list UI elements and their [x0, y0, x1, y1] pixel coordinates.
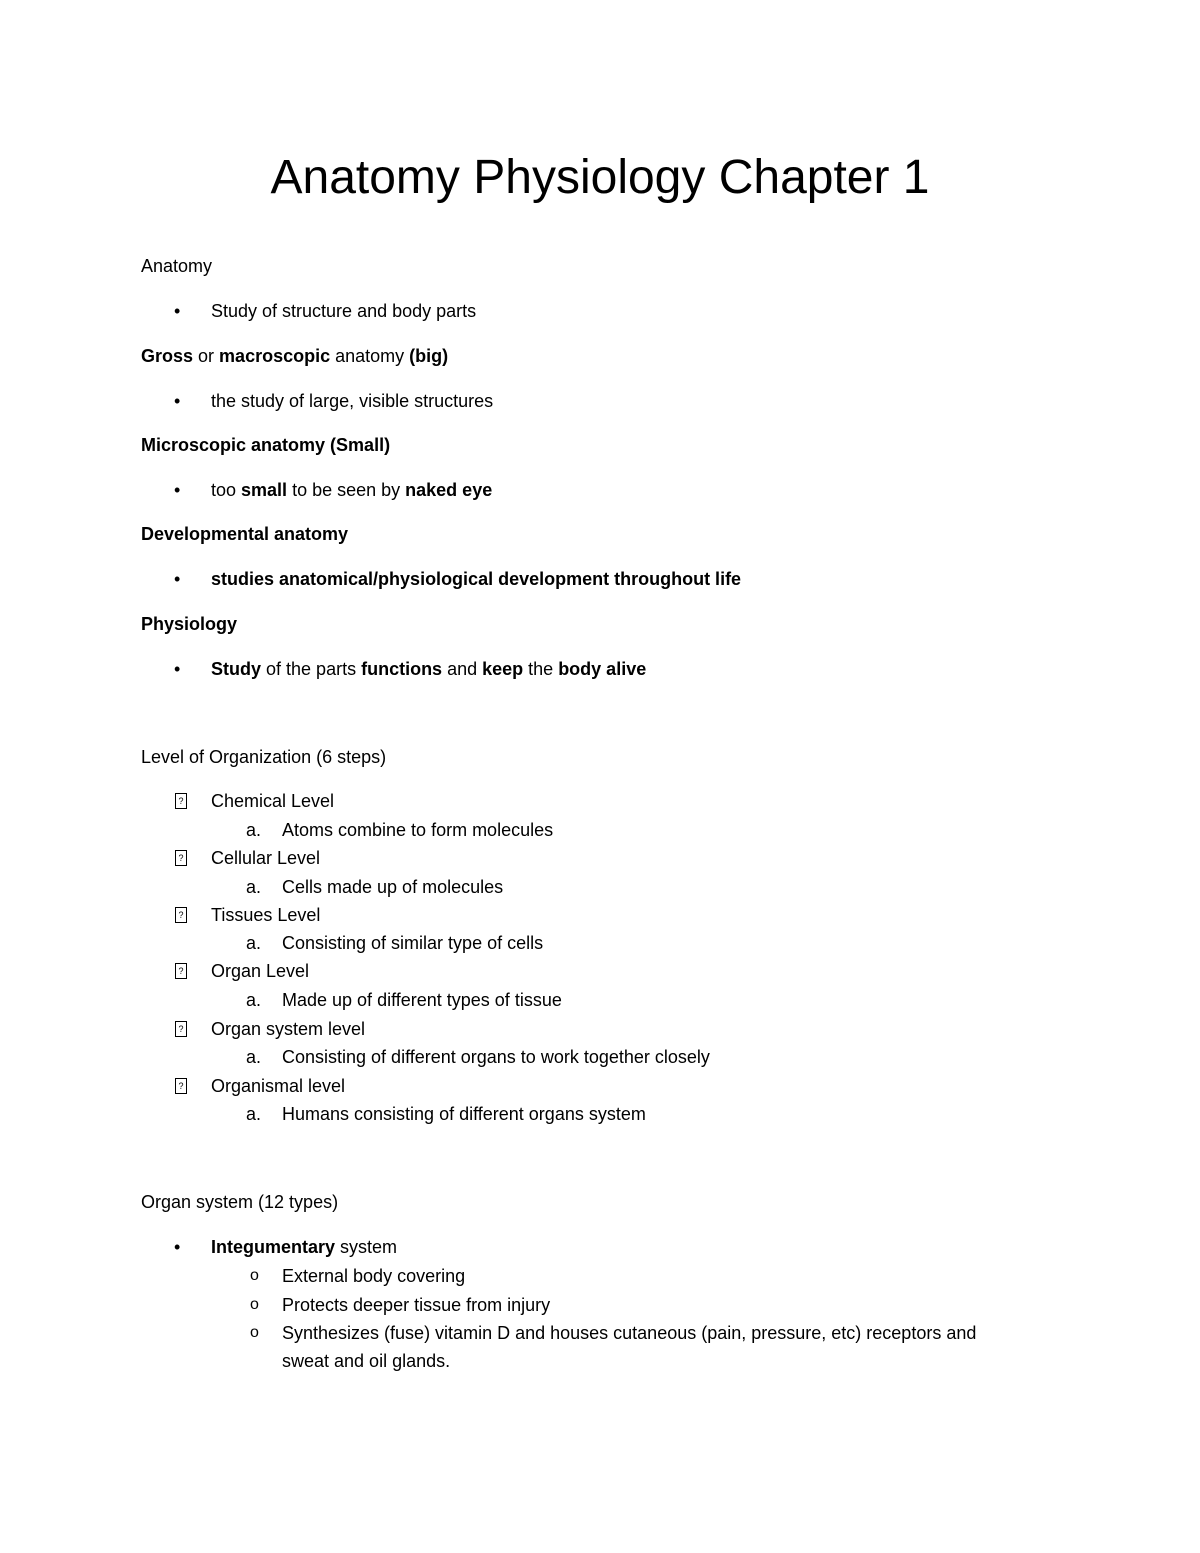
heading-part: macroscopic	[219, 346, 331, 366]
bullet-icon: •	[174, 301, 181, 321]
circle-bullet-icon: o	[250, 1296, 259, 1313]
missing-glyph-icon: ?	[175, 1078, 187, 1094]
missing-glyph-icon: ?	[175, 793, 187, 809]
text-part: the	[523, 659, 559, 679]
bullet-icon: •	[174, 1237, 181, 1257]
text-part: and	[442, 659, 483, 679]
level-item: Organismal level	[211, 1076, 346, 1096]
level-subitem: Consisting of similar type of cells	[282, 933, 544, 953]
missing-glyph-icon: ?	[175, 1021, 187, 1037]
heading-part: anatomy	[330, 346, 410, 366]
level-item: Organ Level	[211, 961, 310, 981]
levels-heading: Level of Organization (6 steps)	[141, 747, 387, 767]
level-subitem: Made up of different types of tissue	[282, 990, 562, 1010]
bullet-icon: •	[174, 659, 181, 679]
heading-part: or	[193, 346, 220, 366]
list-marker: a.	[246, 933, 262, 953]
list-marker: a.	[246, 820, 262, 840]
anatomy-heading: Anatomy	[141, 256, 213, 276]
microscopic-anatomy-bullet	[211, 478, 492, 502]
level-subitem: Humans consisting of different organs system	[282, 1104, 646, 1124]
gross-anatomy-bullet: the study of large, visible structures	[211, 391, 494, 411]
text-part: functions	[361, 659, 443, 679]
text-part: Study	[211, 659, 262, 679]
circle-bullet-icon: o	[250, 1267, 259, 1284]
level-subitem: Cells made up of molecules	[282, 877, 504, 897]
level-item: Tissues Level	[211, 905, 321, 925]
missing-glyph-icon: ?	[175, 963, 187, 979]
bullet-icon: •	[174, 480, 181, 500]
organ-system-subitem: Protects deeper tissue from injury	[282, 1295, 551, 1315]
level-item: Cellular Level	[211, 848, 321, 868]
text-part: body alive	[558, 659, 647, 679]
bullet-icon: •	[174, 391, 181, 411]
text-part: keep	[482, 659, 524, 679]
text-part: to be seen by	[287, 480, 406, 500]
text-part: of the parts	[261, 659, 362, 679]
organ-system-subitem-continued: sweat and oil glands.	[282, 1351, 451, 1371]
physiology-heading: Physiology	[141, 614, 238, 634]
level-subitem: Atoms combine to form molecules	[282, 820, 554, 840]
organ-system-subitem: External body covering	[282, 1266, 466, 1286]
organ-system-heading: Organ system (12 types)	[141, 1192, 339, 1212]
list-marker: a.	[246, 1104, 262, 1124]
developmental-anatomy-heading: Developmental anatomy	[141, 524, 349, 544]
list-marker: a.	[246, 1047, 262, 1067]
text-part: naked eye	[405, 480, 493, 500]
page-title: Anatomy Physiology Chapter 1	[270, 151, 930, 204]
level-item: Chemical Level	[211, 791, 335, 811]
list-marker: a.	[246, 990, 262, 1010]
heading-part: Gross	[141, 346, 194, 366]
text-part: Integumentary	[211, 1237, 336, 1257]
microscopic-anatomy-heading: Microscopic anatomy (Small)	[141, 435, 391, 455]
missing-glyph-icon: ?	[175, 850, 187, 866]
text-part: small	[241, 480, 288, 500]
organ-system-bullet	[211, 1235, 397, 1259]
text-part: too	[211, 480, 242, 500]
text-part: system	[335, 1237, 398, 1257]
bullet-icon: •	[174, 569, 181, 589]
circle-bullet-icon: o	[250, 1324, 259, 1341]
organ-system-subitem: Synthesizes (fuse) vitamin D and houses cutaneous (pain, pressure, etc) receptors and	[282, 1323, 977, 1343]
developmental-anatomy-bullet: studies anatomical/physiological development throughout life	[211, 569, 742, 589]
missing-glyph-icon: ?	[175, 907, 187, 923]
level-item: Organ system level	[211, 1019, 366, 1039]
list-marker: a.	[246, 877, 262, 897]
gross-anatomy-heading	[141, 344, 448, 368]
level-subitem: Consisting of different organs to work together closely	[282, 1047, 710, 1067]
anatomy-bullet: Study of structure and body parts	[211, 301, 477, 321]
heading-part: (big)	[409, 346, 449, 366]
physiology-bullet	[211, 657, 646, 681]
